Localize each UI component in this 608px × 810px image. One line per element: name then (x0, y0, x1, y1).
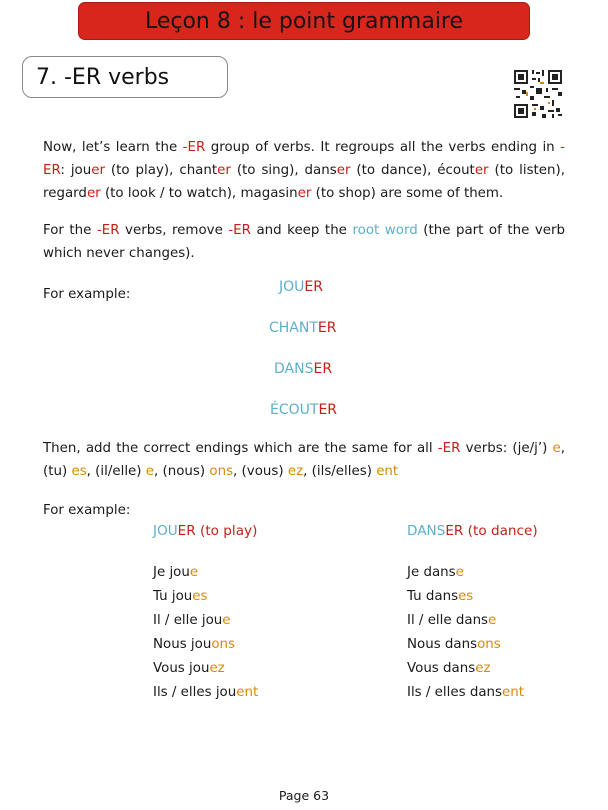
example-verb-jouer: JOUER (279, 279, 323, 295)
conjugation-row: Je danse (407, 565, 464, 580)
conjugation-row: Vous dansez (407, 661, 491, 676)
conjugation-heading-jouer: JOUER (to play) (153, 523, 258, 539)
conjugation-row: Tu danses (407, 589, 474, 604)
example-label: For example: (43, 287, 131, 302)
conjugation-row: Ils / elles dansent (407, 685, 524, 700)
section-heading-box (22, 56, 228, 98)
conjugation-row: Il / elle danse (407, 613, 497, 628)
conjugation-row: Tu joues (153, 589, 208, 604)
conjugation-row: Je joue (153, 565, 199, 580)
conjugation-row: Nous jouons (153, 637, 235, 652)
rule-paragraph: For the -ER verbs, remove -ER and keep the root word (the part of the verb which never changes). (43, 223, 565, 261)
conjugation-heading-danser: DANSER (to dance) (407, 523, 538, 539)
root-word-term: root word (352, 223, 418, 238)
example-label-2: For example: (43, 503, 131, 518)
conjugation-list-danser (407, 561, 524, 705)
intro-paragraph: Now, let’s learn the -ER group of verbs. It regroups all the verbs ending in -ER: jouer (to play), chanter (to sing), danser (to dance), écouter (to listen), regarder (to look / to watch), magasiner (to shop) are some of them. (43, 140, 566, 201)
qr-code-icon[interactable] (512, 68, 564, 120)
conjugation-row: Nous dansons (407, 637, 501, 652)
lesson-banner (78, 2, 530, 40)
lesson-title: Leçon 8 : le point grammaire (144, 8, 464, 34)
conjugation-row: Vous jouez (153, 661, 225, 676)
example-verb-ecouter: ÉCOUTER (270, 402, 338, 418)
page-number: Page 63 (278, 788, 330, 803)
conjugation-row: Il / elle joue (153, 613, 231, 628)
example-verb-danser: DANSER (274, 361, 333, 377)
section-title: 7. -ER verbs (36, 64, 170, 90)
endings-paragraph: Then, add the correct endings which are the same for all -ER verbs: (je/j’) e, (tu) es, (il/elle) e, (nous) ons, (vous) ez, (ils/elles) ent (43, 441, 565, 479)
conjugation-row: Ils / elles jouent (153, 685, 259, 700)
conjugation-list-jouer (153, 561, 258, 705)
example-verb-chanter: CHANTER (269, 320, 337, 336)
